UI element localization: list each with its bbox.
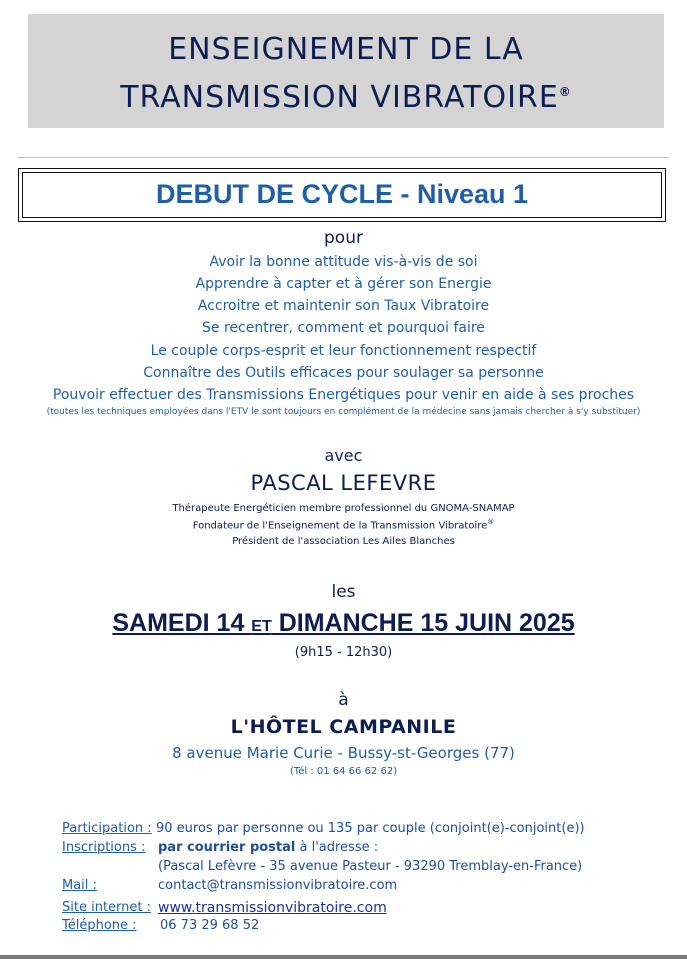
participation-value: 90 euros par personne ou 135 par couple (conjoint(e)-conjoint(e)) xyxy=(156,821,585,836)
teacher-credential: Thérapeute Energéticien membre professionnel du GNOMA-SNAMAP xyxy=(172,503,515,514)
registered-mark: ® xyxy=(558,85,572,99)
event-date-end: DIMANCHE 15 JUIN 2025 xyxy=(271,609,575,637)
inscriptions-label: Inscriptions : xyxy=(62,840,146,855)
inscriptions-method-rest: à l'adresse : xyxy=(295,840,379,855)
event-date xyxy=(0,609,687,638)
title-banner xyxy=(28,14,664,128)
venue-phone: (Tél : 01 64 66 62 62) xyxy=(289,766,398,777)
schedule-intro: les xyxy=(331,582,356,602)
mail-value[interactable]: contact@transmissionvibratoire.com xyxy=(158,878,398,893)
event-hours: (9h15 - 12h30) xyxy=(294,645,393,660)
inscriptions-method: par courrier postal xyxy=(158,840,296,855)
teacher-credential-text: Fondateur de l'Enseignement de la Transmission Vibratoire xyxy=(192,520,488,532)
teacher-credential xyxy=(0,518,687,531)
page-bottom-edge xyxy=(0,955,687,959)
teacher-intro: avec xyxy=(324,446,363,465)
goal-item: Connaître des Outils efficaces pour soulager sa personne xyxy=(143,365,544,381)
mail-label: Mail : xyxy=(62,878,97,893)
website-link[interactable]: www.transmissionvibratoire.com xyxy=(158,900,387,916)
cycle-title: DEBUT DE CYCLE - Niveau 1 xyxy=(155,179,529,209)
inscriptions-address: (Pascal Lefèvre - 35 avenue Pasteur - 93290 Tremblay-en-France) xyxy=(158,859,583,874)
goal-item: Avoir la bonne attitude vis-à-vis de soi xyxy=(209,254,478,270)
goal-item: Apprendre à capter et à gérer son Energie xyxy=(195,276,492,292)
registered-mark: ® xyxy=(487,518,495,526)
participation-label: Participation : xyxy=(62,821,152,836)
goal-item: Pouvoir effectuer des Transmissions Energétiques pour venir en aide à ses proches xyxy=(52,387,635,403)
title-line-2-text: TRANSMISSION VIBRATOIRE xyxy=(120,80,559,115)
cycle-frame xyxy=(18,168,666,222)
goal-item: Le couple corps-esprit et leur fonctionnement respectif xyxy=(150,343,537,359)
website-label: Site internet : xyxy=(62,900,152,915)
goal-item: Se recentrer, comment et pourquoi faire xyxy=(202,320,485,336)
title-line-1: ENSEIGNEMENT DE LA xyxy=(168,32,524,67)
inscriptions-value xyxy=(158,840,378,855)
event-date-start: SAMEDI 14 xyxy=(112,609,252,637)
venue-address: 8 avenue Marie Curie - Bussy-st-Georges (77) xyxy=(172,744,515,762)
phone-value: 06 73 29 68 52 xyxy=(160,918,260,933)
title-line-2 xyxy=(28,80,664,115)
phone-label: Téléphone : xyxy=(62,918,137,933)
teacher-credential: Président de l'association Les Ailes Blanches xyxy=(232,536,455,547)
goal-item: Accroitre et maintenir son Taux Vibratoire xyxy=(197,298,490,314)
venue-intro: à xyxy=(338,690,349,710)
divider xyxy=(18,157,669,158)
disclaimer-note: (toutes les techniques employées dans l'ETV le sont toujours en complément de la médecine sans jamais chercher à s'y substituer) xyxy=(46,407,641,417)
venue-name: L'HÔTEL CAMPANILE xyxy=(230,716,457,738)
event-date-conjunction: ET xyxy=(251,618,272,635)
teacher-name: PASCAL LEFEVRE xyxy=(250,471,437,495)
goals-intro: pour xyxy=(324,228,363,248)
